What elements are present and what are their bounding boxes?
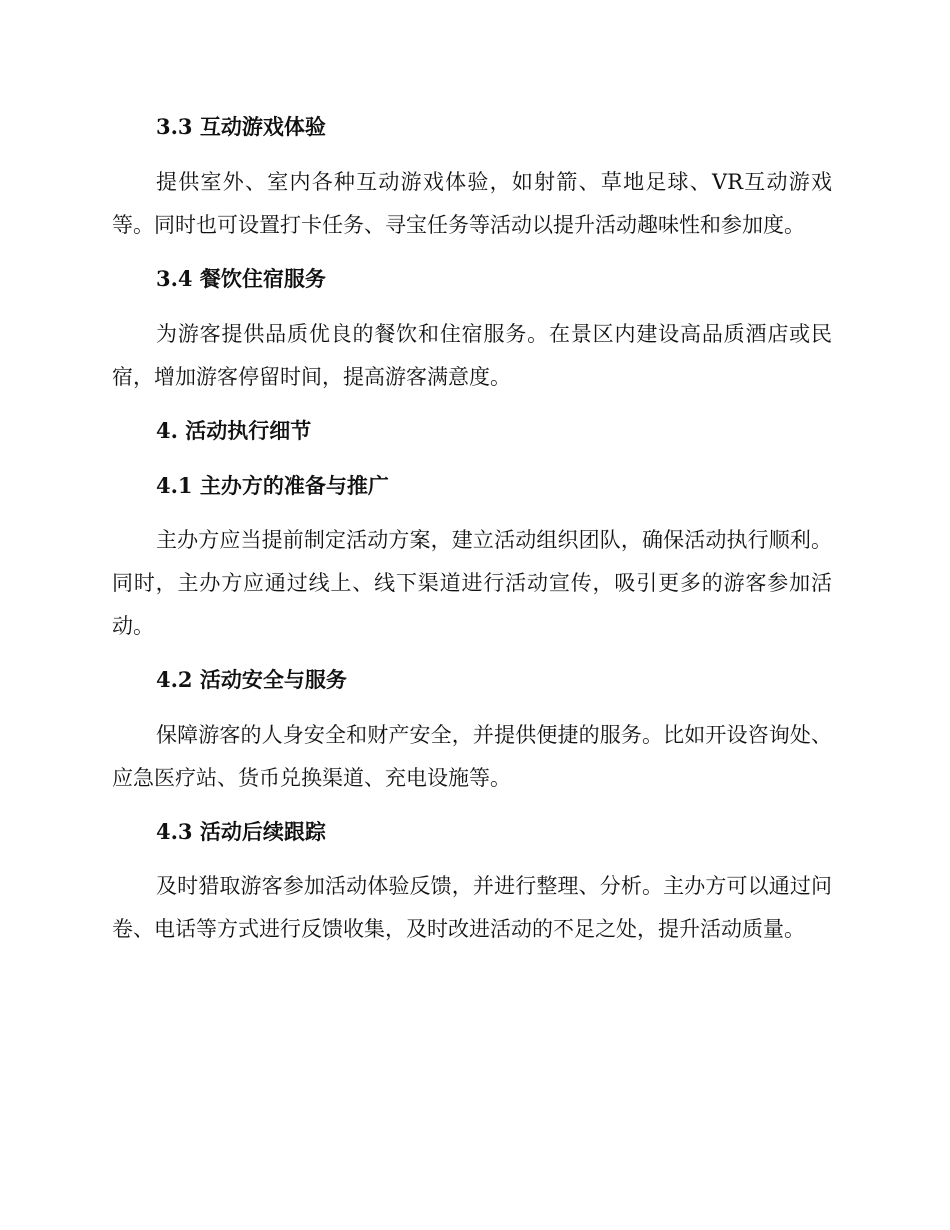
section-heading-3-4: 3.4 餐饮住宿服务 xyxy=(156,266,326,291)
section-body-4-1: 主办方应当提前制定活动方案，建立活动组织团队，确保活动执行顺利。同时，主办方应通过线上、线下渠道进行活动宣传，吸引更多的游客参加活动。 xyxy=(112,528,832,638)
section-heading-3-3: 3.3 互动游戏体验 xyxy=(156,114,326,139)
section-heading-4-1: 4.1 主办方的准备与推广 xyxy=(156,473,389,498)
section-body-3-3: 提供室外、室内各种互动游戏体验，如射箭、草地足球、VR互动游戏等。同时也可设置打卡任务、寻宝任务等活动以提升活动趣味性和参加度。 xyxy=(112,170,832,237)
section-body-4-2: 保障游客的人身安全和财产安全，并提供便捷的服务。比如开设咨询处、应急医疗站、货币兑换渠道、充电设施等。 xyxy=(112,723,832,790)
section-body-4-3: 及时猎取游客参加活动体验反馈，并进行整理、分析。主办方可以通过问卷、电话等方式进行反馈收集，及时改进活动的不足之处，提升活动质量。 xyxy=(112,874,832,941)
section-heading-4-3: 4.3 活动后续跟踪 xyxy=(156,819,326,844)
section-heading-4: 4. 活动执行细节 xyxy=(156,418,312,443)
section-body-3-4: 为游客提供品质优良的餐饮和住宿服务。在景区内建设高品质酒店或民宿，增加游客停留时间，提高游客满意度。 xyxy=(112,322,832,389)
section-heading-4-2: 4.2 活动安全与服务 xyxy=(156,667,347,692)
